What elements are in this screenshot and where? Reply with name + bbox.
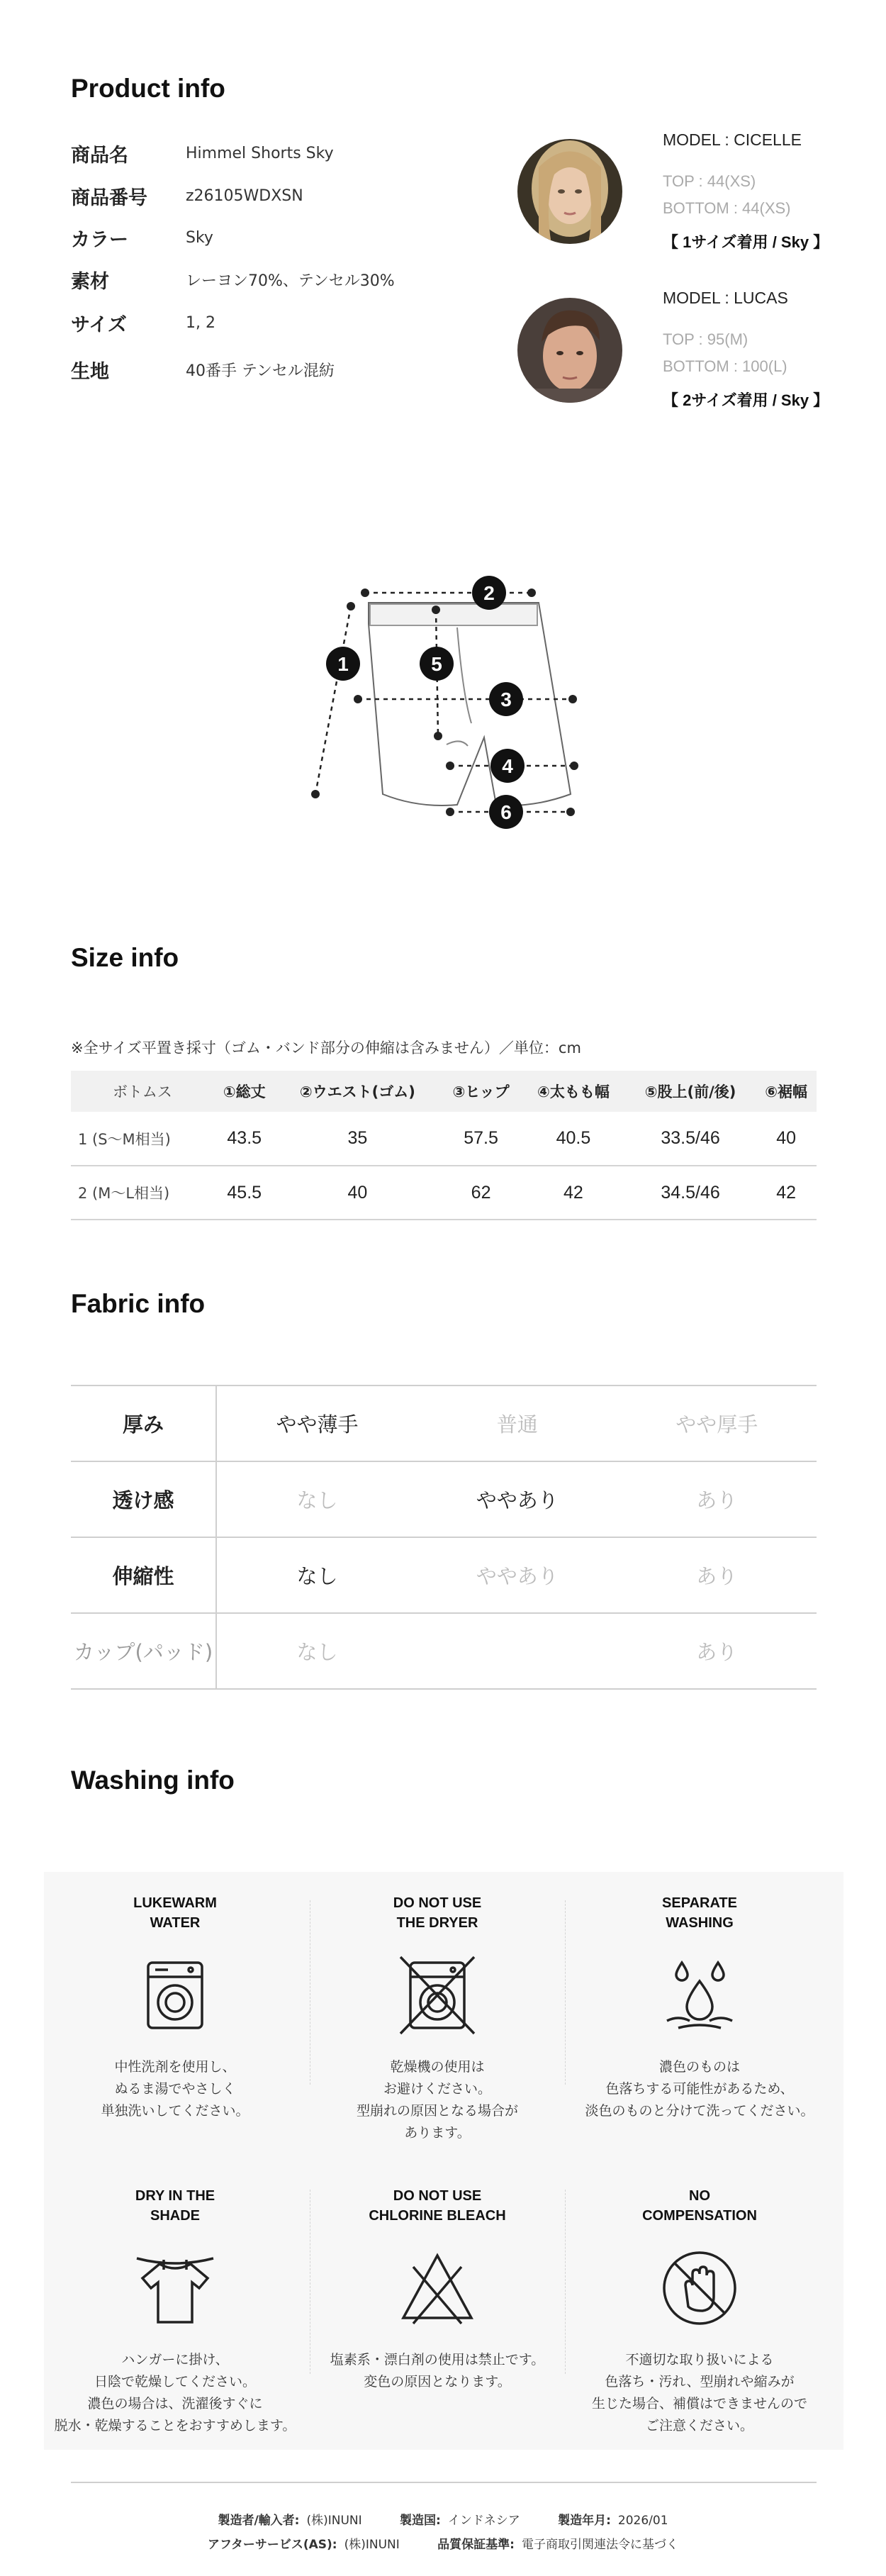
washing-info-heading: Washing info — [71, 1766, 235, 1795]
wash-title: CHLORINE BLEACH — [369, 2208, 506, 2224]
column-header: ①総丈 — [214, 1071, 275, 1112]
size-note: ※全サイズ平置き採寸（ゴム・バンド部分の伸縮は含みません）／単位：cm — [71, 1039, 581, 1056]
wash-desc-line: 脱水・乾燥することをおすすめします。 — [54, 2418, 296, 2433]
fabric-option: あり — [617, 1537, 817, 1613]
wash-title: DO NOT USE — [393, 1895, 482, 1911]
shirt-hanging-icon — [133, 2246, 218, 2331]
wash-desc-line: 変色の原因となります。 — [364, 2374, 511, 2390]
material-row — [71, 266, 395, 294]
product-number-value: z26105WDXSN — [186, 187, 303, 205]
fabric-option: ややあり — [417, 1461, 617, 1537]
no-hand-icon — [657, 2246, 742, 2331]
fabric-option: なし — [216, 1537, 417, 1613]
wash-title: SEPARATE — [662, 1895, 737, 1911]
wash-item-no-dryer — [310, 1893, 565, 2144]
product-name-label: 商品名 — [71, 145, 128, 167]
model-lucas-info — [663, 289, 829, 411]
fabric-row-cup — [71, 1613, 817, 1689]
quality-label: 品質保証基準: — [437, 2538, 515, 2552]
footer-row-2 — [0, 2534, 886, 2552]
footer-row-1 — [0, 2510, 886, 2528]
table-cell: 42 — [522, 1166, 625, 1220]
size-info-heading: Size info — [71, 943, 179, 972]
size-table-header — [71, 1071, 817, 1112]
marker-label: 2 — [483, 582, 495, 604]
water-drops-icon — [657, 1953, 742, 2038]
fabric-row-stretch — [71, 1537, 817, 1613]
table-cell: 57.5 — [440, 1112, 522, 1166]
product-number-label: 商品番号 — [71, 187, 147, 209]
model-lucas-photo — [517, 298, 622, 403]
fabric-value: 40番手 テンセル混紡 — [186, 362, 335, 380]
marker-label: 3 — [500, 688, 512, 710]
column-header: ⑤股上(前/後) — [625, 1071, 756, 1112]
fabric-row — [71, 356, 335, 384]
wash-desc-line: あります。 — [404, 2125, 471, 2141]
table-cell: 45.5 — [214, 1166, 275, 1220]
table-cell: 42 — [756, 1166, 817, 1220]
product-number-row — [71, 182, 303, 210]
table-cell: 35 — [275, 1112, 441, 1166]
fabric-table — [71, 1385, 817, 1690]
color-label: カラー — [71, 229, 128, 251]
fabric-option: ややあり — [417, 1537, 617, 1613]
fabric-row-sheerness — [71, 1461, 817, 1537]
date-value: 2026/01 — [617, 2514, 668, 2528]
date-label: 製造年月: — [558, 2514, 611, 2528]
fabric-option: なし — [216, 1461, 417, 1537]
model-top-size: TOP : 44(XS) — [663, 172, 756, 190]
wash-desc-line: ご注意ください。 — [645, 2418, 753, 2433]
wash-title: LUKEWARM — [133, 1895, 217, 1911]
fabric-info-heading: Fabric info — [71, 1289, 206, 1318]
model-wearing-note: 【 2サイズ着用 / Sky 】 — [663, 391, 829, 409]
product-info-heading: Product info — [71, 74, 225, 103]
product-name-row — [71, 140, 334, 167]
wash-item-dry-in-shade — [47, 2186, 303, 2437]
wash-desc-line: 塩素系・漂白剤の使用は禁止です。 — [330, 2352, 545, 2368]
service-label: アフターサービス(AS): — [208, 2538, 337, 2552]
marker-4 — [490, 749, 525, 783]
wash-desc-line: 中性洗剤を使用し、 — [114, 2059, 236, 2075]
wash-title: THE DRYER — [396, 1915, 478, 1931]
fabric-option — [417, 1613, 617, 1689]
model-wearing-note: 【 1サイズ着用 / Sky 】 — [663, 233, 829, 251]
wash-desc-line: 単独洗いしてください。 — [101, 2103, 249, 2119]
marker-label: 6 — [500, 801, 512, 823]
table-row — [71, 1166, 817, 1220]
marker-label: 4 — [502, 755, 513, 777]
table-cell: 62 — [440, 1166, 522, 1220]
model-bottom-size: BOTTOM : 44(XS) — [663, 199, 791, 217]
marker-3 — [489, 682, 523, 716]
fabric-label: 透け感 — [71, 1461, 216, 1537]
country-value: インドネシア — [447, 2514, 520, 2528]
footer-divider — [71, 2482, 817, 2483]
column-header: ボトムス — [71, 1071, 214, 1112]
service-value: (株)INUNI — [344, 2538, 400, 2552]
table-cell: 40 — [275, 1166, 441, 1220]
fabric-row-thickness — [71, 1385, 817, 1461]
wash-item-no-compensation — [572, 2186, 827, 2437]
wash-title: SHADE — [150, 2208, 200, 2224]
wash-desc-line: 色落ちする可能性があるため、 — [605, 2081, 794, 2097]
table-cell: 40.5 — [522, 1112, 625, 1166]
size-table — [71, 1071, 817, 1220]
manufacturer-value: (株)INUNI — [306, 2514, 362, 2528]
wash-desc-line: 日陰で乾燥してください。 — [94, 2374, 256, 2390]
fabric-option: やや厚手 — [617, 1385, 817, 1461]
color-value: Sky — [186, 229, 213, 247]
table-row — [71, 1112, 817, 1166]
wash-desc-line: ぬるま湯でやさしく — [114, 2081, 236, 2097]
wash-title: DRY IN THE — [135, 2188, 215, 2204]
model-cicelle-photo — [517, 139, 622, 244]
fabric-option: やや薄手 — [216, 1385, 417, 1461]
table-cell: 43.5 — [214, 1112, 275, 1166]
marker-2 — [472, 576, 506, 610]
divider — [565, 2190, 566, 2374]
fabric-label: 生地 — [71, 361, 109, 383]
size-label: サイズ — [71, 314, 127, 336]
shorts-measurement-diagram — [298, 567, 595, 840]
quality-value: 電子商取引関連法令に基づく — [521, 2538, 678, 2552]
fabric-option: あり — [617, 1461, 817, 1537]
wash-desc-line: 濃色の場合は、洗濯後すぐに — [87, 2396, 263, 2411]
wash-title: WASHING — [666, 1915, 734, 1931]
wash-item-lukewarm-water — [47, 1893, 303, 2122]
table-cell: 1 (S〜M相当) — [71, 1112, 214, 1166]
table-cell: 33.5/46 — [625, 1112, 756, 1166]
table-cell: 40 — [756, 1112, 817, 1166]
marker-1 — [326, 647, 360, 681]
wash-desc-line: お避けください。 — [383, 2081, 491, 2097]
wash-title: WATER — [150, 1915, 201, 1931]
wash-title: DO NOT USE — [393, 2188, 482, 2204]
wash-desc-line: 乾燥機の使用は — [390, 2059, 485, 2075]
fabric-option: あり — [617, 1613, 817, 1689]
wash-desc-line: ハンガーに掛け、 — [121, 2352, 229, 2368]
wash-item-separate-washing — [572, 1893, 827, 2122]
washing-machine-icon — [133, 1953, 218, 2038]
column-header: ④太もも幅 — [522, 1071, 625, 1112]
manufacturer-label: 製造者/輸入者: — [218, 2514, 300, 2528]
wash-item-no-bleach — [310, 2186, 565, 2393]
color-row — [71, 224, 213, 252]
column-header: ③ヒップ — [440, 1071, 522, 1112]
wash-desc-line: 生じた場合、補償はできませんので — [591, 2396, 807, 2411]
marker-5 — [420, 647, 454, 681]
fabric-option: なし — [216, 1613, 417, 1689]
fabric-option: 普通 — [417, 1385, 617, 1461]
model-top-size: TOP : 95(M) — [663, 330, 748, 348]
size-row — [71, 309, 215, 337]
wash-desc-line: 濃色のものは — [658, 2059, 740, 2075]
table-cell: 2 (M〜L相当) — [71, 1166, 214, 1220]
model-name: MODEL : LUCAS — [663, 289, 788, 307]
wash-title: COMPENSATION — [642, 2208, 757, 2224]
table-cell: 34.5/46 — [625, 1166, 756, 1220]
model-bottom-size: BOTTOM : 100(L) — [663, 357, 787, 375]
size-value: 1, 2 — [186, 314, 215, 332]
marker-6 — [489, 795, 523, 829]
wash-desc-line: 不適切な取り扱いによる — [625, 2352, 774, 2368]
wash-desc-line: 色落ち・汚れ、型崩れや縮みが — [605, 2374, 795, 2390]
marker-label: 1 — [337, 653, 349, 675]
material-value: レーヨン70%、テンセル30% — [186, 272, 395, 290]
material-label: 素材 — [71, 271, 109, 293]
column-header: ⑥裾幅 — [756, 1071, 817, 1112]
model-cicelle-info — [663, 130, 829, 252]
wash-desc-line: 型崩れの原因となる場合が — [356, 2103, 518, 2119]
model-name: MODEL : CICELLE — [663, 130, 802, 149]
country-label: 製造国: — [400, 2514, 441, 2528]
no-dryer-icon — [395, 1953, 480, 2038]
column-header: ②ウエスト(ゴム) — [275, 1071, 441, 1112]
fabric-label: 伸縮性 — [71, 1537, 216, 1613]
fabric-label: カップ(パッド) — [71, 1613, 216, 1689]
wash-desc-line: 淡色のものと分けて洗ってください。 — [585, 2103, 814, 2119]
marker-label: 5 — [431, 653, 442, 675]
divider — [565, 1900, 566, 2085]
product-name-value: Himmel Shorts Sky — [186, 145, 334, 162]
fabric-label: 厚み — [71, 1385, 216, 1461]
no-bleach-icon — [395, 2246, 480, 2331]
wash-title: NO — [689, 2188, 710, 2204]
